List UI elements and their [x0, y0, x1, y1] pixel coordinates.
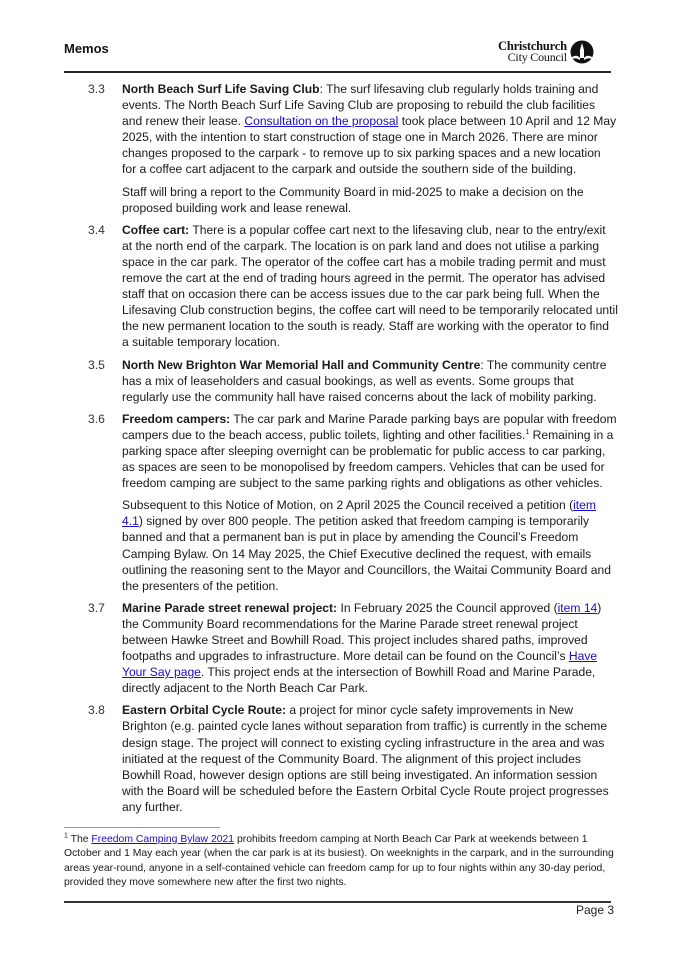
item-number: 3.6: [88, 411, 105, 426]
item-number: 3.7: [88, 600, 105, 615]
consultation-link[interactable]: Consultation on the proposal: [244, 114, 399, 129]
item-title-suffix: :: [319, 82, 323, 96]
item-text: ) the Community Board recommendations for the Marine Parade street renewal project between Hawke Street and Bowhill Road. This project includes shared paths, improved footpaths and upgrades to infrastructure. More detail can be found on the Council’s: [122, 600, 602, 664]
footnote-divider: [64, 827, 220, 828]
item-title: Coffee cart:: [122, 222, 190, 237]
item-title: Eastern Orbital Cycle Route:: [122, 703, 286, 718]
item-title: North New Brighton War Memorial Hall and Community Centre: [122, 357, 481, 372]
item-text: . This project ends at the intersection of Bowhill Road and Marine Parade, directly adjacent to the North Beach Car Park.: [122, 665, 596, 696]
item-number: 3.8: [88, 703, 105, 718]
footer-divider: [64, 901, 611, 903]
item-number: 3.5: [88, 357, 105, 372]
item-number: 3.3: [88, 82, 105, 96]
cathedral-spire-icon: [570, 40, 594, 64]
item-3-7: [88, 600, 618, 697]
footnote-text: The: [67, 834, 92, 845]
item-3-4: [88, 222, 618, 351]
item-text: There is a popular coffee cart next to the lifesaving club, near to the entry/exit at the north end of the carpark. The location is on park land and does not utilise a parking space in the car park. The operator of the coffee cart has a mobile trading permit and must remove the cart at the end of trading hours agreed in the permit. The operator has advised staff that on occasion there can be access issues due to the car park being full. When the Lifesaving Club construction begins, the coffee cart will need to be temporarily relocated until the new permanent location to the south is ready. Staff are working with the operator to find a suitable temporary location.: [122, 222, 618, 350]
item-title: Freedom campers:: [122, 411, 231, 426]
item-title: Marine Parade street renewal project:: [122, 600, 338, 615]
item-text: Subsequent to this Notice of Motion, on 2 April 2025 the Council received a petition (: [122, 498, 574, 513]
item-text: The community centre has a mix of leaseholders and casual bookings, as well as events. Some groups that regularly use the community hall have raised concerns about the lack of mobility parking.: [122, 357, 607, 404]
have-your-say-link[interactable]: Have Your Say page: [122, 649, 598, 680]
item-text: a project for minor cycle safety improvements in New Brighton (e.g. painted cycle lanes without separation from traffic) is currently in the scheme design stage. The project will connect to existing cycling infrastructure in the area and was initiated at the request of the Community Board. The alignment of this project includes Bowhill Road, however design options are still being investigated. An information session with the Board will be scheduled before the Eastern Orbital Cycle Route project progresses any further.: [122, 703, 609, 814]
item-text: The car park and Marine Parade parking bays are popular with freedom campers due to the beach access, public toilets, lighting and other facilities.: [122, 411, 617, 442]
item-14-link[interactable]: item 14: [557, 600, 598, 615]
item-title-suffix: :: [480, 357, 484, 372]
header-divider: [64, 71, 611, 73]
footnote: [64, 833, 614, 890]
footnote-text: prohibits freedom camping at North Beach Car Park at weekends between 1 October and 1 May each year (when the car park is at its busiest). On weeknights in the carpark, and in the surrounding areas year-round, anyone in a self-contained vehicle can freedom camp for up to four nights within any 30-day period, provided they move somewhere new after the first two nights.: [64, 834, 614, 888]
item-3-6: [88, 411, 618, 594]
logo-line1: Christchurch: [498, 39, 567, 53]
item-text: In February 2025 the Council approved (: [337, 600, 558, 615]
page-number: Page 3: [576, 903, 615, 917]
item-3-8: [88, 702, 618, 815]
item-3-5: [88, 357, 618, 405]
item-text: took place between 10 April and 12 May 2025, with the intention to start construction of stage one in March 2026. There are minor changes proposed to the carpark - to remove up to six parking spaces and a new location for a coffee cart adjacent to the carpark and outside the southern side of the building.: [122, 114, 617, 177]
footnote-number: 1: [64, 832, 68, 840]
freedom-camping-bylaw-link[interactable]: Freedom Camping Bylaw 2021: [91, 834, 235, 845]
memo-body: [88, 81, 618, 821]
item-number: 3.4: [88, 222, 105, 237]
item-text: ) signed by over 800 people. The petition asked that freedom camping is temporarily banned and that a permanent ban is put in place by amending the Council’s Freedom Camping Bylaw. On 14 May 2025, the Chief Executive declined the request, with emails outlining the reasoning sent to the Mayor and Councillors, the Waitai Community Board and the presenters of the petition.: [122, 514, 611, 593]
council-logo: [498, 40, 594, 64]
item-paragraph: Staff will bring a report to the Community Board in mid-2025 to make a decision on the proposed building work and lease renewal.: [122, 184, 584, 215]
footnote-ref[interactable]: 1: [525, 428, 530, 436]
header-title: Memos: [64, 41, 109, 56]
item-4-1-link[interactable]: item 4.1: [122, 498, 596, 529]
item-3-3: [88, 81, 618, 216]
item-text: Remaining in a parking space after sleeping overnight can be problematic for public access to car parking, as spaces are seen to be monopolised by freedom campers. Vehicles that can be used for freedom camping are subject to the same parking rights and obligations as other vehicles.: [122, 427, 614, 491]
logo-line2: City Council: [507, 50, 567, 64]
item-title: North Beach Surf Life Saving Club: [122, 82, 320, 96]
item-text: The surf lifesaving club regularly holds training and events. The North Beach Surf Life Saving Club are proposing to rebuild the club facilities and renew their lease.: [122, 82, 599, 129]
